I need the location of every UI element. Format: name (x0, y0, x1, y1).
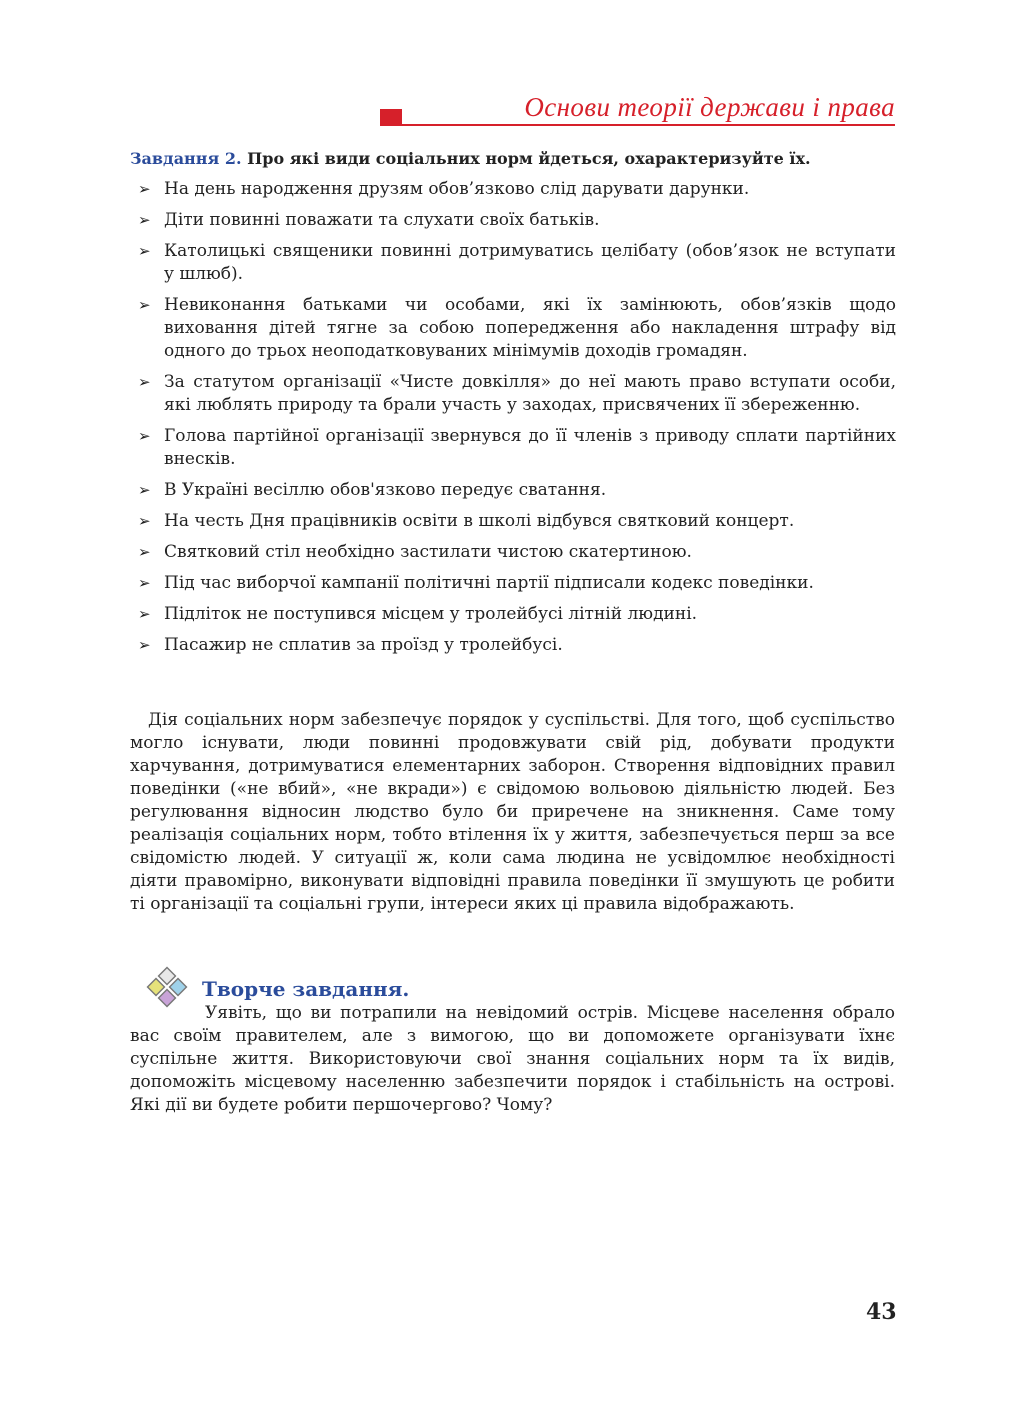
arrow-bullet-icon: ➢ (138, 512, 151, 530)
arrow-bullet-icon: ➢ (138, 211, 151, 229)
running-header (380, 92, 895, 128)
list-item (138, 541, 896, 564)
list-item (138, 178, 896, 201)
page-number: 43 (866, 1299, 897, 1325)
list-item-text: В Україні весіллю обов'язково передує сватання. (164, 480, 607, 500)
header-title: Основи теорії держави і права (524, 92, 895, 122)
list-item-text: Під час виборчої кампанії політичні партії підписали кодекс поведінки. (164, 573, 814, 593)
list-item (138, 425, 896, 471)
list-item-text: Католицькі священики повинні дотримуватись целібату (обов’язок не вступати у шлюб). (164, 241, 896, 284)
arrow-bullet-icon: ➢ (138, 605, 151, 623)
creative-task-title: Творче завдання. (202, 977, 410, 1001)
list-item (138, 240, 896, 286)
list-item-text: За статутом організації «Чисте довкілля» до неї мають право вступати особи, які люблять природу та брали участь у заходах, присвячених її збереженню. (164, 372, 896, 415)
list-item (138, 510, 896, 533)
list-item-text: Діти повинні поважати та слухати своїх батьків. (164, 210, 600, 230)
arrow-bullet-icon: ➢ (138, 543, 151, 561)
body-paragraph: Дія соціальних норм забезпечує порядок у суспільстві. Для того, щоб суспільство могло існувати, люди повинні продовжувати свій рід, добувати продукти харчування, дотримуватися елементарних заборон. Створення відповідних правил поведінки («не вбий», «не вкради») є свідомою вольовою діяльністю людей. Без регулювання відносин людство було би приречене на зникнення. Саме тому реалізація соціальних норм, тобто втілення їх у життя, забезпечується перш за все свідомістю людей. У ситуації ж, коли сама людина не усвідомлює необхідності діяти правомірно, виконувати відповідні правила поведінки її змушують це робити ті організації та соціальні групи, інтереси яких ці правила відображають. (130, 710, 895, 914)
arrow-bullet-icon: ➢ (138, 296, 151, 314)
list-item (138, 294, 896, 363)
list-item (138, 603, 896, 626)
task-heading (130, 149, 900, 168)
list-item-text: Підліток не поступився місцем у тролейбусі літній людині. (164, 604, 698, 624)
list-item-text: Пасажир не сплатив за проїзд у тролейбусі. (164, 635, 563, 655)
list-item (138, 572, 896, 595)
header-red-square (380, 109, 402, 126)
arrow-bullet-icon: ➢ (138, 427, 151, 445)
norms-list (138, 178, 896, 665)
creative-task-text: Уявіть, що ви потрапили на невідомий острів. Місцеве населення обрало вас своїм правителем, але з вимогою, що ви допоможете організувати їхнє суспільне життя. Використовуючи свої знання соціальних норм та їх видів, допоможіть місцевому населенню забезпечити порядок і стабільність на острові. Які дії ви будете робити першочергово? Чому? (130, 1003, 895, 1115)
list-item (138, 371, 896, 417)
arrow-bullet-icon: ➢ (138, 574, 151, 592)
task-label: Завдання 2. (130, 149, 242, 168)
arrow-bullet-icon: ➢ (138, 636, 151, 654)
list-item-text: Святковий стіл необхідно застилати чистою скатертиною. (164, 542, 692, 562)
arrow-bullet-icon: ➢ (138, 180, 151, 198)
arrow-bullet-icon: ➢ (138, 481, 151, 499)
list-item-text: На день народження друзям обов’язково слід дарувати дарунки. (164, 179, 750, 199)
list-item (138, 479, 896, 502)
list-item-text: На честь Дня працівників освіти в школі відбувся святковий концерт. (164, 511, 795, 531)
list-item-text: Невиконання батьками чи особами, які їх замінюють, обов’язків щодо виховання дітей тягне за собою попередження або накладення штрафу від одного до трьох неоподатковуваних мінімумів доходів громадян. (164, 295, 896, 361)
header-rule (402, 124, 895, 126)
list-item-text: Голова партійної організації звернувся до її членів з приводу сплати партійних внесків. (164, 426, 896, 469)
task-question: Про які види соціальних норм йдеться, охарактеризуйте їх. (247, 149, 811, 168)
arrow-bullet-icon: ➢ (138, 242, 151, 260)
arrow-bullet-icon: ➢ (138, 373, 151, 391)
list-item (138, 634, 896, 657)
list-item (138, 209, 896, 232)
